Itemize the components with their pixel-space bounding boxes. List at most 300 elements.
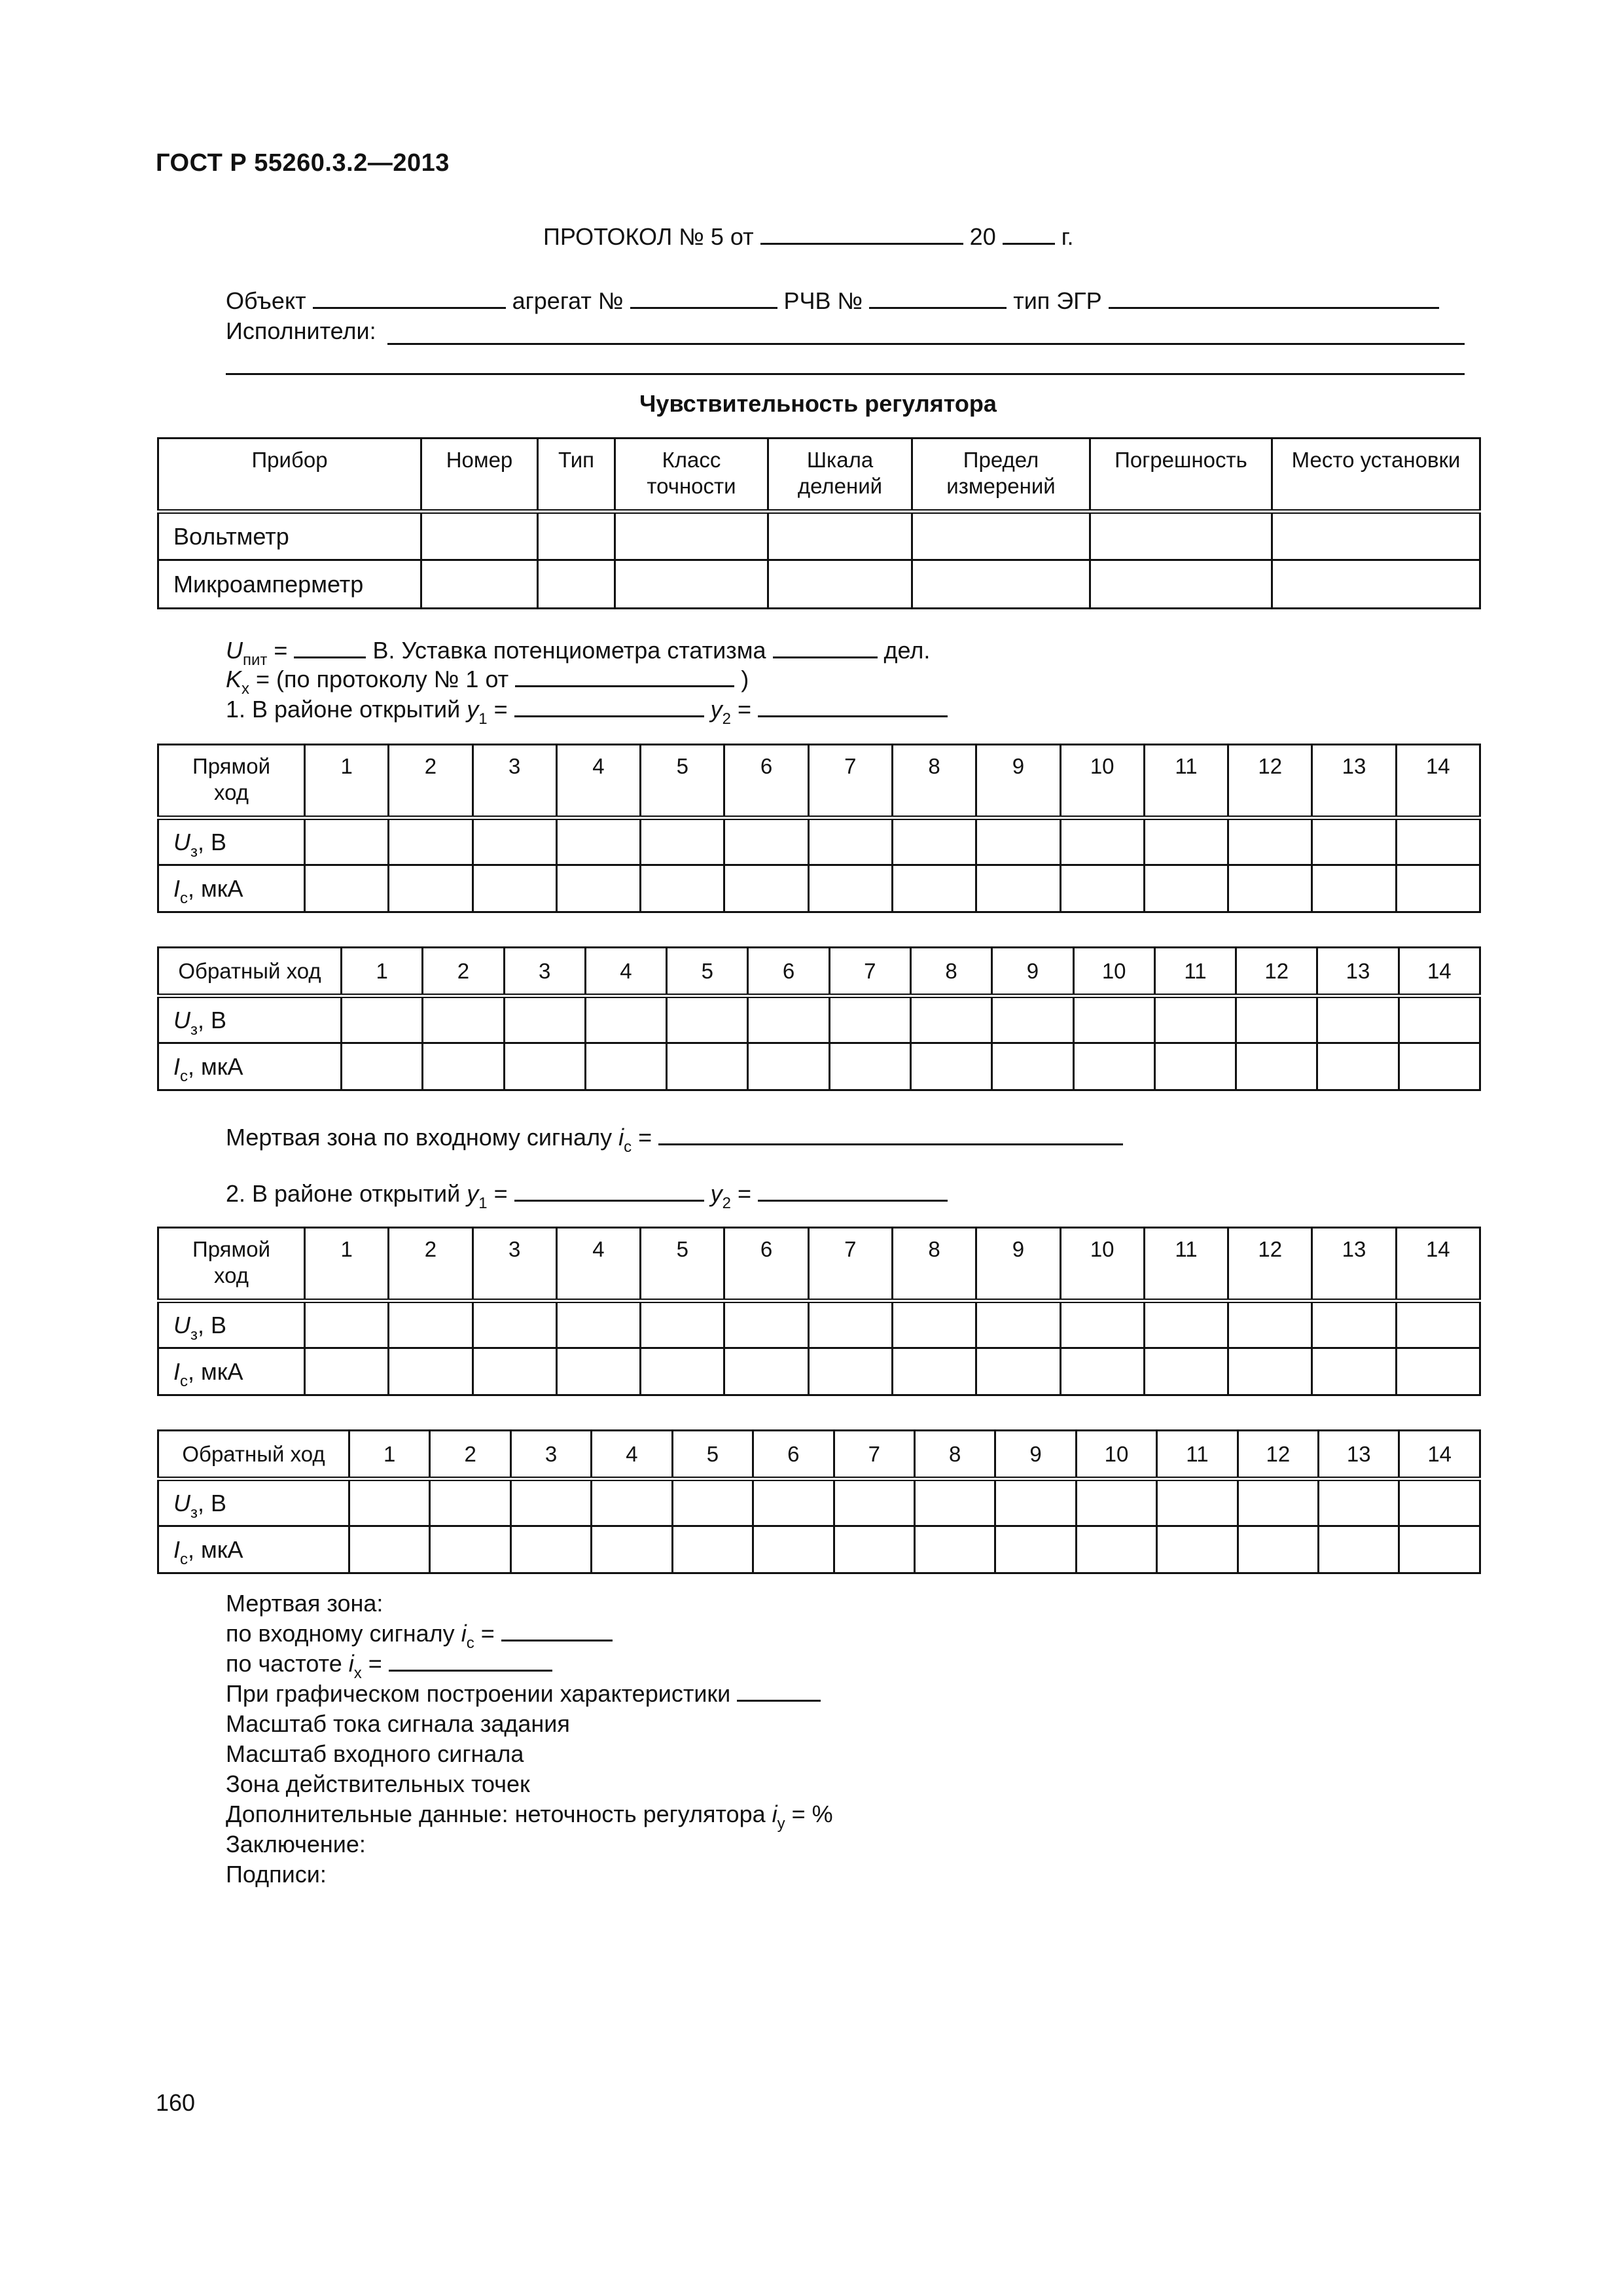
table-cell[interactable] — [641, 865, 724, 912]
table-cell[interactable] — [1154, 996, 1236, 1043]
table-cell[interactable] — [667, 1043, 748, 1090]
y2-blank — [758, 1180, 948, 1202]
step-number-cell: 5 — [667, 948, 748, 996]
table-cell[interactable] — [1144, 1301, 1228, 1348]
voltage-row-label — [158, 996, 342, 1043]
protocol-suffix: г. — [1061, 223, 1074, 250]
table-cell[interactable] — [1228, 1301, 1312, 1348]
eq-sign: = — [274, 637, 288, 664]
y-symbol: y — [710, 696, 722, 723]
step-number-cell: 14 — [1399, 1431, 1480, 1479]
u-text: В. Уставка потенциометра статизма — [372, 637, 766, 664]
table-cell[interactable] — [1060, 818, 1144, 865]
k-close: ) — [741, 666, 749, 692]
row-subscript: з — [190, 1325, 198, 1344]
forward-stroke-table — [157, 744, 1481, 913]
table-cell[interactable] — [1228, 1348, 1312, 1395]
table-cell[interactable] — [1312, 865, 1396, 912]
table-cell[interactable] — [1144, 865, 1228, 912]
step-number-cell: 1 — [342, 948, 423, 996]
step-number-cell: 12 — [1228, 1228, 1312, 1301]
table-cell[interactable] — [672, 1479, 753, 1526]
rchv-blank — [869, 287, 1007, 309]
table-cell[interactable] — [976, 818, 1060, 865]
protocol-year: 20 — [969, 223, 996, 250]
row-subscript: с — [180, 1550, 188, 1568]
row-subscript: з — [190, 842, 198, 861]
table-cell[interactable] — [995, 1479, 1076, 1526]
row-unit: , мкА — [188, 874, 243, 902]
footer-freq-blank — [389, 1650, 552, 1672]
i-symbol: i — [348, 1650, 354, 1677]
table-cell[interactable] — [892, 865, 976, 912]
table-cell[interactable] — [473, 1301, 556, 1348]
table-cell[interactable] — [910, 1043, 991, 1090]
table-cell[interactable] — [585, 996, 666, 1043]
table-cell[interactable] — [556, 1348, 640, 1395]
table-cell[interactable] — [430, 1479, 510, 1526]
table-cell[interactable] — [768, 560, 912, 609]
step-number-cell: 2 — [389, 1228, 473, 1301]
row-unit: , мкА — [188, 1357, 243, 1385]
step-number-cell: 2 — [430, 1431, 510, 1479]
step-number-cell: 8 — [910, 948, 991, 996]
instruments-header-cell: Класс точности — [615, 439, 768, 512]
table-cell[interactable] — [808, 1301, 892, 1348]
y-symbol: y — [467, 1180, 479, 1207]
row-subscript: з — [190, 1020, 198, 1039]
forward-stroke-label: Прямой ход — [158, 1228, 305, 1301]
eq-sign: = — [638, 1124, 652, 1151]
dead-zone-line — [226, 1123, 1123, 1156]
table-cell[interactable] — [1060, 865, 1144, 912]
table-cell[interactable] — [976, 1301, 1060, 1348]
table-cell[interactable] — [914, 1479, 995, 1526]
step-number-cell: 8 — [892, 1228, 976, 1301]
section-title: Чувствительность регулятора — [639, 390, 997, 417]
step-number-cell: 6 — [748, 948, 829, 996]
unit-blank — [630, 287, 777, 309]
table-cell[interactable] — [753, 1526, 834, 1573]
table-cell[interactable] — [1396, 1348, 1480, 1395]
footer-dead-zone: Мертвая зона: — [226, 1590, 383, 1617]
table-cell[interactable] — [1073, 1043, 1154, 1090]
egr-label: тип ЭГР — [1013, 287, 1102, 314]
table-cell[interactable] — [1272, 512, 1480, 560]
current-row-label — [158, 1043, 342, 1090]
table-cell[interactable] — [892, 1301, 976, 1348]
table-cell[interactable] — [1236, 1043, 1317, 1090]
footer-zone-points: Зона действительных точек — [226, 1770, 530, 1797]
footer-input-label: по входному сигналу — [226, 1620, 455, 1647]
instruments-header-cell: Шкала делений — [768, 439, 912, 512]
step-number-cell: 2 — [389, 745, 473, 818]
step-number-cell: 1 — [305, 745, 389, 818]
row-symbol: U — [173, 1311, 190, 1338]
table-cell[interactable] — [510, 1526, 591, 1573]
row-symbol: U — [173, 1489, 190, 1516]
eq-sign: = — [493, 1180, 508, 1207]
table-cell[interactable] — [349, 1526, 430, 1573]
step-number-cell: 1 — [349, 1431, 430, 1479]
table-cell[interactable] — [672, 1526, 753, 1573]
table-cell[interactable] — [914, 1526, 995, 1573]
footer-extra-line — [226, 1800, 833, 1833]
step-number-cell: 2 — [423, 948, 504, 996]
table-cell[interactable] — [305, 865, 389, 912]
egr-blank — [1109, 287, 1439, 309]
step-number-cell: 5 — [641, 1228, 724, 1301]
ix-subscript: x — [353, 1664, 362, 1682]
row-unit: , В — [198, 1489, 227, 1516]
step-number-cell: 3 — [510, 1431, 591, 1479]
table-cell[interactable] — [892, 818, 976, 865]
table-cell[interactable] — [1154, 1043, 1236, 1090]
table-cell[interactable] — [1090, 512, 1272, 560]
i-symbol: i — [618, 1124, 624, 1151]
y1-subscript: 1 — [478, 710, 488, 728]
table-cell[interactable] — [504, 1043, 585, 1090]
table-cell[interactable] — [892, 1348, 976, 1395]
table-cell[interactable] — [349, 1479, 430, 1526]
table-cell[interactable] — [585, 1043, 666, 1090]
table-cell[interactable] — [667, 996, 748, 1043]
voltage-row-label — [158, 1479, 349, 1526]
table-cell[interactable] — [829, 996, 910, 1043]
table-cell[interactable] — [1144, 818, 1228, 865]
step-number-cell: 6 — [724, 1228, 808, 1301]
table-cell[interactable] — [1317, 1043, 1399, 1090]
table-cell[interactable] — [1399, 1043, 1480, 1090]
step-number-cell: 3 — [473, 745, 556, 818]
executors-label: Исполнители: — [226, 317, 376, 344]
u-blank — [294, 637, 366, 658]
table-cell[interactable] — [592, 1479, 672, 1526]
table-cell[interactable] — [976, 1348, 1060, 1395]
step-number-cell: 13 — [1312, 745, 1396, 818]
step-number-cell: 10 — [1076, 1431, 1156, 1479]
table-cell[interactable] — [423, 1043, 504, 1090]
u-subscript: пит — [243, 651, 268, 669]
k-symbol: K — [226, 666, 242, 692]
step-number-cell: 6 — [724, 745, 808, 818]
table-cell[interactable] — [1396, 865, 1480, 912]
table-cell[interactable] — [421, 560, 538, 609]
i-symbol: i — [772, 1801, 777, 1827]
step-number-cell: 9 — [976, 745, 1060, 818]
table-cell[interactable] — [1396, 1301, 1480, 1348]
table-cell[interactable] — [538, 512, 615, 560]
row-symbol: U — [173, 1006, 190, 1033]
table-cell[interactable] — [423, 996, 504, 1043]
step-number-cell: 11 — [1144, 745, 1228, 818]
step-number-cell: 14 — [1396, 1228, 1480, 1301]
step-number-cell: 14 — [1399, 948, 1480, 996]
table-cell[interactable] — [538, 560, 615, 609]
forward-stroke-table — [157, 1227, 1481, 1396]
instruments-header-cell: Тип — [538, 439, 615, 512]
table-cell[interactable] — [910, 996, 991, 1043]
footer-extra-label: Дополнительные данные: неточность регулятора — [226, 1801, 766, 1827]
table-cell[interactable] — [724, 1301, 808, 1348]
footer-graphic-blank — [737, 1680, 821, 1702]
step-number-cell: 13 — [1317, 948, 1399, 996]
step-number-cell: 11 — [1154, 948, 1236, 996]
step-number-cell: 7 — [808, 745, 892, 818]
i-symbol: i — [461, 1620, 467, 1647]
k-text: = (по протоколу № 1 от — [256, 666, 509, 692]
row-symbol: I — [173, 1535, 181, 1563]
table-cell[interactable] — [748, 996, 829, 1043]
table-cell[interactable] — [389, 1301, 473, 1348]
object-line — [226, 287, 1439, 315]
protocol-prefix: ПРОТОКОЛ № 5 от — [543, 223, 754, 250]
table-cell[interactable] — [1319, 1526, 1399, 1573]
row-unit: , В — [198, 828, 227, 855]
voltage-row-label — [158, 1301, 305, 1348]
table-cell[interactable] — [1312, 818, 1396, 865]
table-cell[interactable] — [430, 1526, 510, 1573]
protocol-title — [543, 223, 1074, 251]
step-number-cell: 3 — [473, 1228, 556, 1301]
step-number-cell: 8 — [892, 745, 976, 818]
rchv-label: РЧВ № — [783, 287, 863, 314]
table-cell[interactable] — [1073, 996, 1154, 1043]
eq-sign: = — [738, 1180, 752, 1207]
step-number-cell: 9 — [995, 1431, 1076, 1479]
table-cell[interactable] — [1319, 1479, 1399, 1526]
table-cell[interactable] — [1157, 1479, 1238, 1526]
instruments-header-cell: Номер — [421, 439, 538, 512]
y1-subscript: 1 — [478, 1194, 488, 1212]
table-cell[interactable] — [995, 1526, 1076, 1573]
table-cell[interactable] — [724, 818, 808, 865]
y2-subscript: 2 — [722, 1194, 732, 1212]
step-number-cell: 7 — [834, 1431, 914, 1479]
table-cell[interactable] — [1272, 560, 1480, 609]
step-number-cell: 4 — [592, 1431, 672, 1479]
instrument-row-label: Вольтметр — [158, 512, 421, 560]
table-cell[interactable] — [808, 1348, 892, 1395]
table-cell[interactable] — [1238, 1526, 1318, 1573]
table-cell[interactable] — [834, 1526, 914, 1573]
row-symbol: I — [173, 874, 181, 902]
droop-blank — [773, 637, 878, 658]
step-number-cell: 9 — [992, 948, 1073, 996]
step-number-cell: 7 — [808, 1228, 892, 1301]
table-cell[interactable] — [641, 1301, 724, 1348]
table-cell[interactable] — [342, 996, 423, 1043]
instruments-header-cell: Место установки — [1272, 439, 1480, 512]
table-cell[interactable] — [389, 865, 473, 912]
area1-line — [226, 695, 948, 728]
table-cell[interactable] — [1399, 1479, 1480, 1526]
table-cell[interactable] — [992, 996, 1073, 1043]
footer-scale-input: Масштаб входного сигнала — [226, 1740, 524, 1767]
table-cell[interactable] — [305, 818, 389, 865]
table-cell[interactable] — [1060, 1301, 1144, 1348]
table-cell[interactable] — [724, 1348, 808, 1395]
table-cell[interactable] — [342, 1043, 423, 1090]
iy-subscript: y — [777, 1815, 785, 1833]
table-cell[interactable] — [1396, 818, 1480, 865]
dead-zone-label: Мертвая зона по входному сигналу — [226, 1124, 613, 1151]
area1-label: 1. В районе открытий — [226, 696, 461, 723]
step-number-cell: 9 — [976, 1228, 1060, 1301]
y-symbol: y — [710, 1180, 722, 1207]
table-cell[interactable] — [592, 1526, 672, 1573]
table-cell[interactable] — [1399, 996, 1480, 1043]
table-cell[interactable] — [510, 1479, 591, 1526]
reverse-stroke-table — [157, 1429, 1481, 1574]
table-cell[interactable] — [389, 818, 473, 865]
y1-blank — [514, 696, 704, 717]
table-cell[interactable] — [1060, 1348, 1144, 1395]
table-cell[interactable] — [1236, 996, 1317, 1043]
step-number-cell: 3 — [504, 948, 585, 996]
area2-line — [226, 1179, 948, 1212]
instruments-header-cell: Предел измерений — [912, 439, 1090, 512]
table-cell[interactable] — [1076, 1526, 1156, 1573]
step-number-cell: 12 — [1236, 948, 1317, 996]
reverse-stroke-label: Обратный ход — [158, 1431, 349, 1479]
table-cell[interactable] — [1312, 1348, 1396, 1395]
current-row-label — [158, 1526, 349, 1573]
footer-scale-current: Масштаб тока сигнала задания — [226, 1710, 570, 1737]
instruments-header-cell: Прибор — [158, 439, 421, 512]
table-cell[interactable] — [615, 560, 768, 609]
eq-sign: = — [368, 1650, 382, 1677]
table-cell[interactable] — [724, 865, 808, 912]
y2-blank — [758, 696, 948, 717]
row-subscript: з — [190, 1503, 198, 1522]
step-number-cell: 13 — [1312, 1228, 1396, 1301]
table-cell[interactable] — [504, 996, 585, 1043]
u-symbol: U — [226, 637, 243, 664]
step-number-cell: 7 — [829, 948, 910, 996]
executors-line-1 — [387, 343, 1465, 345]
row-symbol: I — [173, 1357, 181, 1385]
table-cell[interactable] — [912, 560, 1090, 609]
table-cell[interactable] — [753, 1479, 834, 1526]
eq-sign: = — [493, 696, 508, 723]
i-subscript: с — [624, 1138, 632, 1156]
forward-stroke-label: Прямой ход — [158, 745, 305, 818]
eq-sign: = — [738, 696, 752, 723]
step-number-cell: 4 — [556, 745, 640, 818]
table-cell[interactable] — [768, 512, 912, 560]
table-cell[interactable] — [641, 818, 724, 865]
row-unit: , В — [198, 1311, 227, 1338]
table-cell[interactable] — [641, 1348, 724, 1395]
k-subscript: x — [241, 680, 250, 698]
footer-extra-unit: = % — [791, 1801, 833, 1827]
table-cell[interactable] — [473, 1348, 556, 1395]
table-cell[interactable] — [976, 865, 1060, 912]
unit-label: агрегат № — [512, 287, 624, 314]
k-blank — [515, 666, 734, 687]
step-number-cell: 5 — [672, 1431, 753, 1479]
table-cell[interactable] — [1228, 818, 1312, 865]
footer-freq-line — [226, 1649, 552, 1682]
footer-conclusion: Заключение: — [226, 1831, 366, 1857]
row-unit: , В — [198, 1006, 227, 1033]
u-unit: дел. — [883, 637, 931, 664]
step-number-cell: 5 — [641, 745, 724, 818]
footer-input-line — [226, 1619, 613, 1652]
table-cell[interactable] — [473, 865, 556, 912]
table-cell[interactable] — [808, 818, 892, 865]
y2-subscript: 2 — [722, 710, 732, 728]
dead-zone-blank — [658, 1124, 1123, 1145]
table-cell[interactable] — [748, 1043, 829, 1090]
table-cell[interactable] — [834, 1479, 914, 1526]
table-cell[interactable] — [421, 512, 538, 560]
table-cell[interactable] — [556, 865, 640, 912]
row-subscript: с — [180, 1372, 188, 1390]
instruments-table — [157, 437, 1481, 609]
step-number-cell: 11 — [1144, 1228, 1228, 1301]
table-cell[interactable] — [473, 818, 556, 865]
footer-signatures: Подписи: — [226, 1861, 327, 1888]
current-row-label — [158, 865, 305, 912]
object-label: Объект — [226, 287, 306, 314]
step-number-cell: 6 — [753, 1431, 834, 1479]
table-cell[interactable] — [615, 512, 768, 560]
protocol-date-blank — [760, 223, 963, 245]
document-header: ГОСТ Р 55260.3.2—2013 — [156, 149, 450, 177]
footer-input-blank — [501, 1620, 613, 1641]
table-cell[interactable] — [556, 1301, 640, 1348]
table-cell[interactable] — [389, 1348, 473, 1395]
table-cell[interactable] — [1144, 1348, 1228, 1395]
footer-graphic-label: При графическом построении характеристики — [226, 1680, 731, 1707]
table-cell[interactable] — [305, 1348, 389, 1395]
table-cell[interactable] — [556, 818, 640, 865]
table-cell[interactable] — [1238, 1479, 1318, 1526]
object-blank — [313, 287, 506, 309]
table-cell[interactable] — [829, 1043, 910, 1090]
step-number-cell: 11 — [1157, 1431, 1238, 1479]
table-cell[interactable] — [1399, 1526, 1480, 1573]
kx-line — [226, 665, 749, 698]
step-number-cell: 10 — [1060, 1228, 1144, 1301]
current-row-label — [158, 1348, 305, 1395]
instrument-row-label: Микроамперметр — [158, 560, 421, 609]
step-number-cell: 14 — [1396, 745, 1480, 818]
table-cell[interactable] — [808, 865, 892, 912]
step-number-cell: 12 — [1238, 1431, 1318, 1479]
table-cell[interactable] — [1090, 560, 1272, 609]
table-cell[interactable] — [1157, 1526, 1238, 1573]
supply-voltage-line — [226, 636, 931, 669]
table-cell[interactable] — [1317, 996, 1399, 1043]
row-unit: , мкА — [188, 1052, 243, 1080]
table-cell[interactable] — [1312, 1301, 1396, 1348]
table-cell[interactable] — [305, 1301, 389, 1348]
step-number-cell: 4 — [585, 948, 666, 996]
table-cell[interactable] — [1076, 1479, 1156, 1526]
step-number-cell: 8 — [914, 1431, 995, 1479]
protocol-year-blank — [1003, 223, 1055, 245]
table-cell[interactable] — [992, 1043, 1073, 1090]
row-unit: , мкА — [188, 1535, 243, 1563]
table-cell[interactable] — [1228, 865, 1312, 912]
eq-sign: = — [480, 1620, 495, 1647]
step-number-cell: 4 — [556, 1228, 640, 1301]
row-subscript: с — [180, 889, 188, 907]
table-cell[interactable] — [912, 512, 1090, 560]
